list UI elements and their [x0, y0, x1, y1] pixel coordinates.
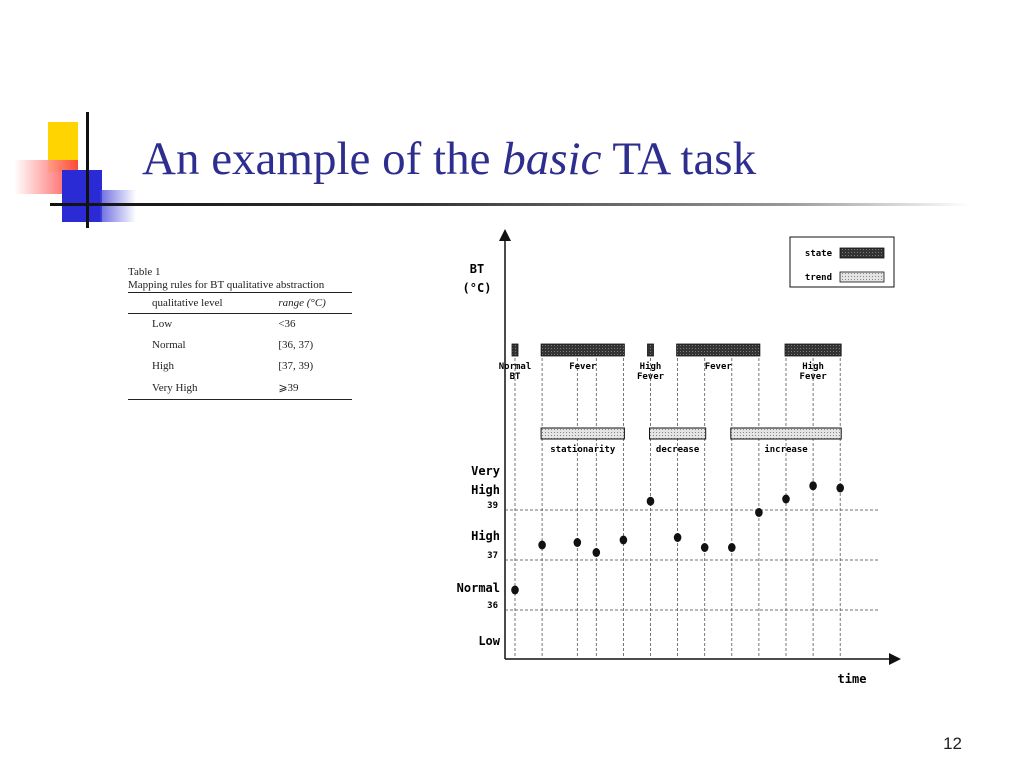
- table-label: Table 1: [128, 266, 161, 278]
- table-cell: [37, 39): [278, 360, 314, 372]
- x-axis-label: time: [837, 672, 867, 686]
- data-point: [511, 586, 519, 595]
- y-band-label: Normal: [456, 581, 500, 595]
- table-cell: [36, 37): [278, 339, 314, 351]
- y-tick-label: 36: [487, 601, 498, 611]
- trend-bar: [650, 428, 706, 439]
- data-point: [755, 508, 763, 517]
- mapping-table: [128, 266, 352, 400]
- table-cell: Very High: [128, 377, 260, 400]
- table-header-level: qualitative level: [128, 293, 260, 314]
- data-point: [674, 533, 682, 542]
- data-point: [809, 481, 817, 490]
- table-cell: ⩾39: [260, 377, 352, 400]
- title-emphasis: basic: [502, 133, 602, 185]
- table-row: [128, 314, 352, 336]
- state-label: Fever: [704, 362, 732, 372]
- legend-label: state: [804, 249, 832, 259]
- state-label: High: [802, 362, 824, 372]
- deco-vertical-rule: [86, 112, 89, 228]
- legend-swatch: [840, 272, 884, 282]
- state-bar: [512, 344, 518, 356]
- table-body: [128, 292, 352, 400]
- state-label: Normal: [498, 362, 532, 372]
- y-band-label: High: [471, 483, 500, 497]
- data-point: [728, 543, 736, 552]
- state-label: High: [639, 362, 662, 372]
- data-point: [836, 484, 844, 493]
- table-cell: Normal: [152, 339, 186, 351]
- table-header-range: range (°C): [260, 293, 352, 314]
- trend-label: increase: [764, 445, 808, 455]
- state-label: Fever: [569, 362, 597, 372]
- state-bar: [541, 344, 624, 356]
- data-point: [782, 495, 790, 504]
- y-axis-label: BT: [469, 262, 485, 276]
- table-row: [128, 377, 352, 400]
- state-bar: [785, 344, 841, 356]
- data-point: [574, 538, 582, 547]
- deco-blue-square: [62, 170, 102, 222]
- y-axis-label-unit: (°C): [462, 281, 492, 295]
- y-tick-label: 39: [487, 501, 498, 511]
- bt-abstraction-chart: [440, 225, 910, 695]
- state-label: Fever: [636, 372, 665, 382]
- data-point: [620, 536, 628, 545]
- y-band-label: Low: [478, 634, 500, 648]
- slide-title: [142, 132, 756, 186]
- page-number: 12: [943, 734, 962, 753]
- table-cell: High: [152, 360, 174, 372]
- legend-swatch: [840, 248, 884, 258]
- data-point: [593, 548, 601, 557]
- title-prefix: An example of the: [142, 133, 503, 185]
- y-band-label: Very: [471, 464, 500, 478]
- data-point: [538, 541, 546, 550]
- data-point: [647, 497, 655, 506]
- trend-label: stationarity: [550, 445, 616, 455]
- table-row: [128, 356, 352, 377]
- title-underline-rule: [50, 203, 970, 206]
- table-header-row: [128, 293, 352, 314]
- deco-blue-fade-square: [100, 190, 136, 222]
- y-band-label: High: [471, 529, 500, 543]
- state-bar: [648, 344, 654, 356]
- trend-bar: [731, 428, 841, 439]
- data-point: [701, 543, 709, 552]
- legend-label: trend: [804, 273, 832, 283]
- state-bar: [677, 344, 760, 356]
- table-cell: Low: [152, 318, 173, 330]
- trend-label: decrease: [655, 445, 700, 455]
- state-label: Fever: [799, 372, 827, 382]
- table-cell: <36: [278, 318, 296, 330]
- table-row: [128, 335, 352, 356]
- table-caption: Mapping rules for BT qualitative abstraction: [128, 279, 325, 291]
- state-label: BT: [509, 372, 521, 382]
- title-suffix: TA task: [601, 133, 757, 185]
- trend-bar: [541, 428, 624, 439]
- y-tick-label: 37: [487, 551, 498, 561]
